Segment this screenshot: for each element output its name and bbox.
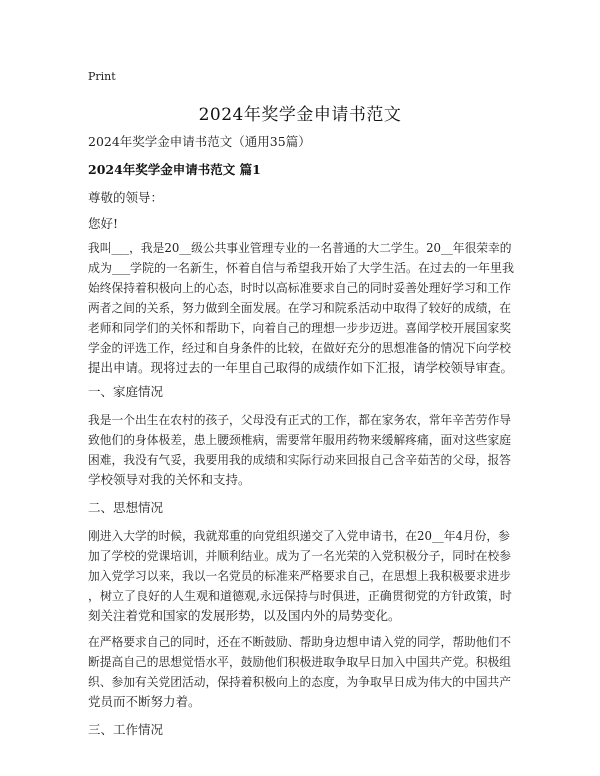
- thought-heading: 二、思想情况: [88, 500, 164, 515]
- work-heading: 三、工作情况: [88, 722, 164, 737]
- text-line: 我叫___，我是20__级公共事业管理专业的一名普通的大二学生。20__年很荣幸的: [88, 241, 512, 255]
- text-line: 致他们的身体极差，患上腰颈椎病，需要常年服用药物来缓解疼痛，面对这些家庭: [88, 433, 511, 447]
- document-subtitle: 2024年奖学金申请书范文（通用35篇）: [88, 134, 311, 149]
- section-heading: 2024年奖学金申请书范文 篇1: [88, 162, 261, 177]
- text-line: 成为___学院的一名新生，怀着自信与希望我开始了大学生活。在过去的一年里我: [88, 261, 515, 275]
- text-line: 党员而不断努力着。: [88, 694, 201, 709]
- intro-paragraph: [88, 238, 518, 378]
- text-line: 困难，我没有气妥，我要用我的成绩和实际行动来回报自己含辛茹苦的父母，报答: [88, 453, 511, 467]
- text-line: 织、参加有关党团活动，保持着积极向上的态度，为争取早日成为伟大的中国共产: [88, 675, 511, 689]
- document-title: 2024年奖学金申请书范文: [198, 105, 402, 125]
- text-line: 刻关注着党和国家的发展形势，以及国内外的局势变化。: [88, 608, 401, 623]
- text-line: 提出申请。现将过去的一年里自己取得的成绩作如下汇报，请学校领导审查。: [88, 360, 514, 375]
- text-line: 刚进入大学的时候，我就郑重的向党组织递交了入党申请书，在20__年4月份，参: [88, 529, 510, 543]
- text-line: 学金的评选工作，经过和自身条件的比较，在做好充分的思想准备的情况下向学校: [88, 341, 511, 355]
- text-line: ，树立了良好的人生观和道德观,永远保持与时俱进，正确贯彻党的方针政策，时: [88, 589, 512, 603]
- text-line: 始终保持着积极向上的心态，时时以高标准要求自己的同时妥善处理好学习和工作: [88, 281, 511, 295]
- text-line: 学校领导对我的关怀和支持。: [88, 472, 251, 487]
- text-line: 两者之间的关系，努力做到全面发展。在学习和院系活动中取得了较好的成绩，在: [88, 301, 511, 315]
- greeting: 尊敬的领导：: [88, 190, 164, 205]
- print-label: Print: [88, 70, 116, 83]
- thought-paragraph: [88, 526, 518, 626]
- text-line: 加入党学习以来，我以一名党员的标准来严格要求自己，在思想上我积极要求进步: [88, 569, 511, 583]
- text-line: 老师和同学们的关怀和帮助下，向着自己的理想一步步迈进。喜闻学校开展国家奖: [88, 321, 511, 335]
- family-paragraph: [88, 410, 518, 490]
- text-line: 加了学校的党课培训，并顺利结业。成为了一名光荣的入党积极分子，同时在校参: [88, 549, 511, 563]
- text-line: 我是一个出生在农村的孩子，父母没有正式的工作，都在家务农，常年辛苦劳作导: [88, 413, 511, 427]
- text-line: 在严格要求自己的同时，还在不断鼓励、帮助身边想申请入党的同学，帮助他们不: [88, 635, 511, 649]
- family-heading: 一、家庭情况: [88, 384, 164, 399]
- text-line: 断提高自己的思想觉悟水平，鼓励他们积极进取争取早日加入中国共产党。积极组: [88, 655, 511, 669]
- hello-line: 您好!: [88, 216, 119, 231]
- thought-paragraph-2: [88, 632, 518, 712]
